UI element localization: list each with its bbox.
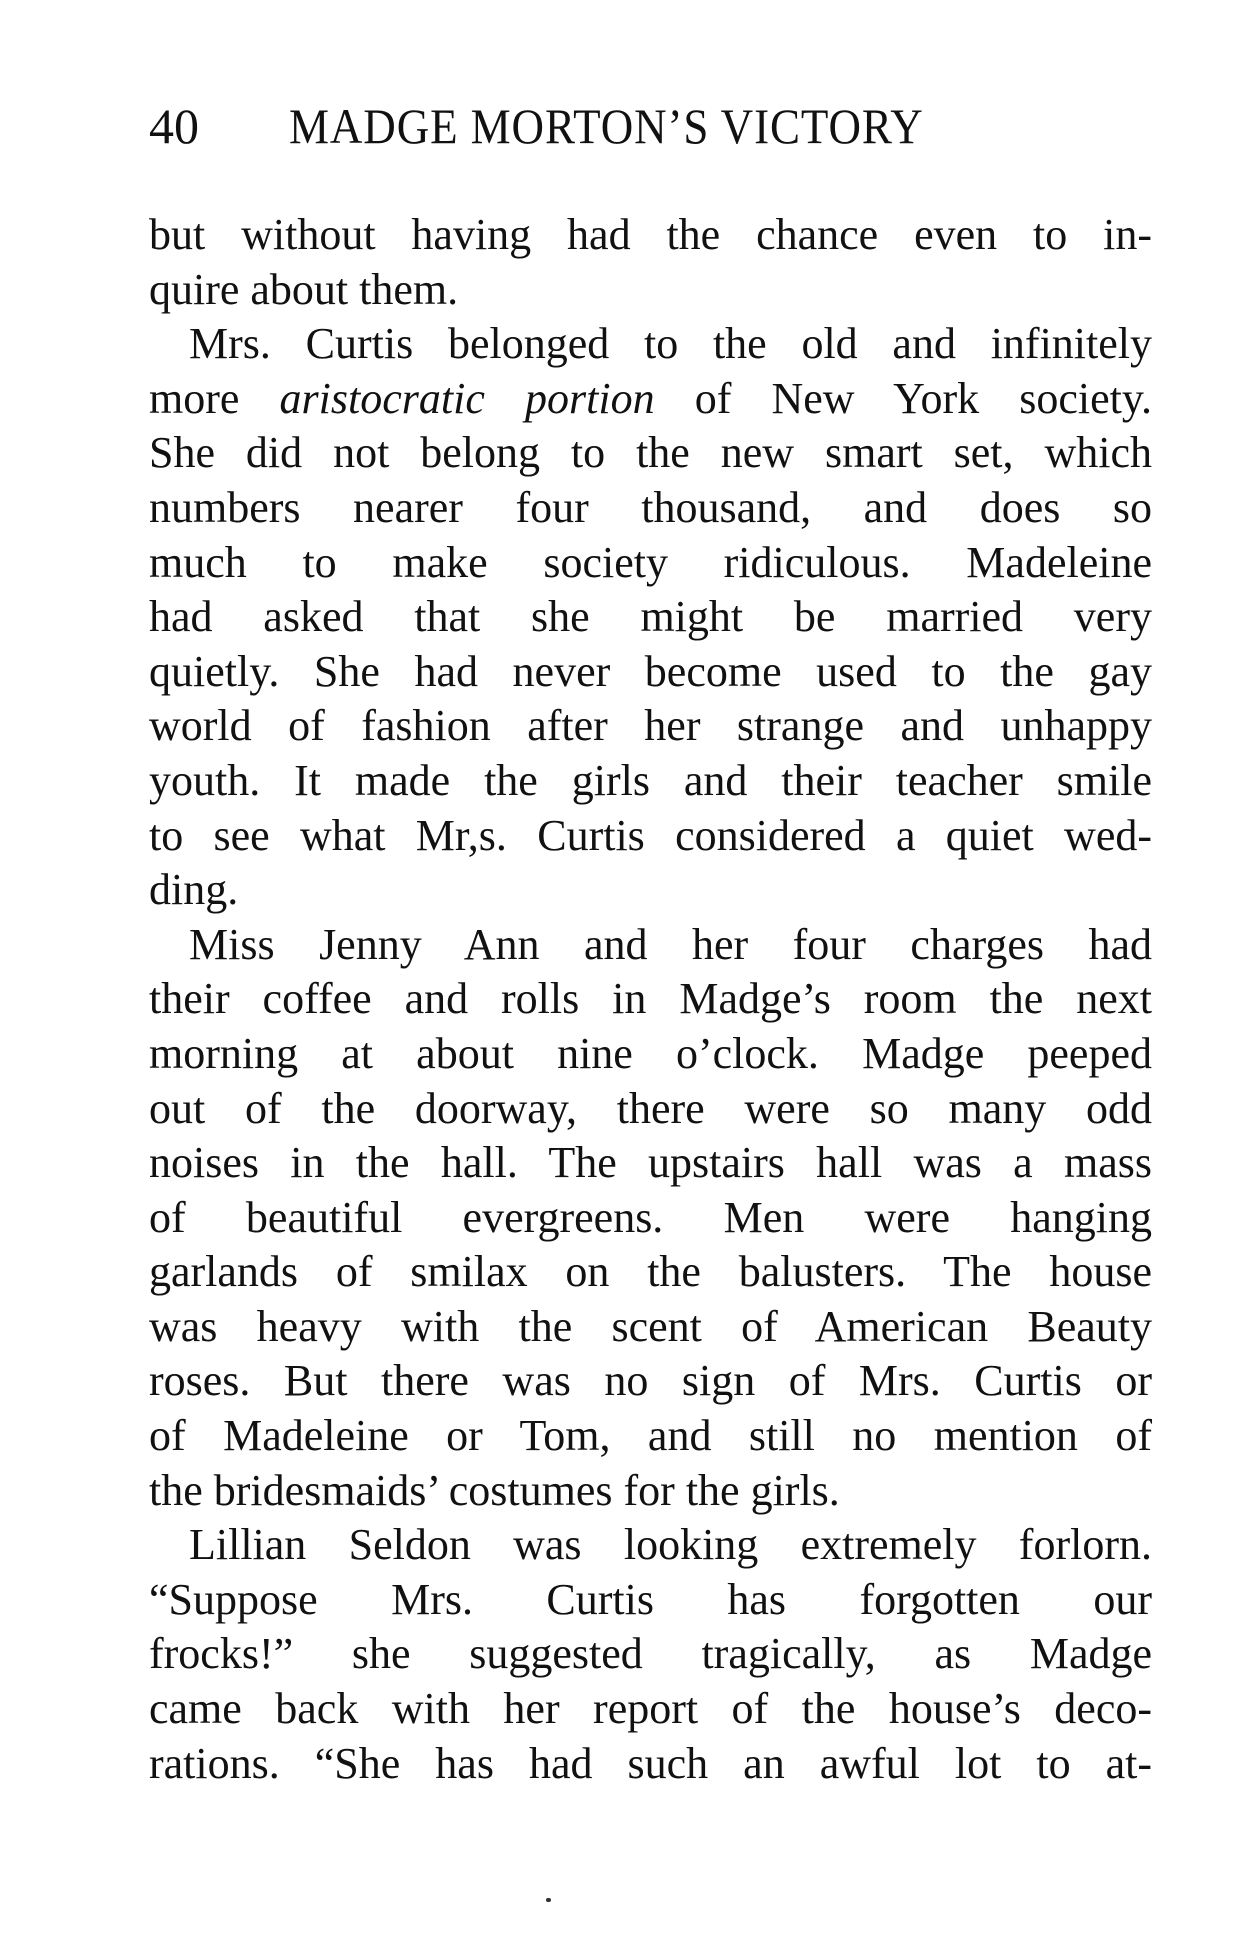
text-line bbox=[149, 372, 1152, 427]
text-line: morning at about nine o’clock. Madge peeped bbox=[149, 1028, 1152, 1078]
text-line: frocks!” she suggested tragically, as Madge bbox=[149, 1629, 1152, 1679]
text-line: Miss Jenny Ann and her four charges had bbox=[189, 919, 1152, 969]
running-header bbox=[149, 96, 1159, 156]
text-run: more bbox=[149, 373, 280, 423]
text-line: rations. “She has had such an awful lot to at- bbox=[149, 1738, 1152, 1788]
text-line: of beautiful evergreens. Men were hanging bbox=[149, 1192, 1152, 1242]
text-line: out of the doorway, there were so many odd bbox=[149, 1083, 1152, 1133]
text-line: much to make society ridiculous. Madeleine bbox=[149, 537, 1152, 587]
text-line: world of fashion after her strange and unhappy bbox=[149, 701, 1152, 751]
text-line: quietly. She had never become used to the gay bbox=[149, 646, 1152, 696]
text-line: noises in the hall. The upstairs hall was a mass bbox=[149, 1138, 1152, 1188]
text-line: to see what Mr,s. Curtis considered a quiet wed- bbox=[149, 810, 1152, 860]
text-line: quire about them. bbox=[149, 264, 459, 314]
text-line: “Suppose Mrs. Curtis has forgotten our bbox=[149, 1574, 1152, 1624]
text-line: but without having had the chance even to in- bbox=[149, 210, 1152, 259]
text-line: roses. But there was no sign of Mrs. Curtis or bbox=[149, 1356, 1152, 1406]
text-line: Lillian Seldon was looking extremely forlorn. bbox=[189, 1520, 1152, 1570]
text-line: the bridesmaids’ costumes for the girls. bbox=[149, 1465, 840, 1515]
text-line: numbers nearer four thousand, and does so bbox=[149, 482, 1152, 532]
page-number: 40 bbox=[149, 98, 199, 154]
italic-phrase: aristocratic portion bbox=[279, 373, 655, 423]
text-line: came back with her report of the house’s deco- bbox=[149, 1684, 1152, 1734]
text-line: She did not belong to the new smart set, which bbox=[149, 428, 1152, 478]
text-line: was heavy with the scent of American Beauty bbox=[149, 1301, 1152, 1351]
text-line: ding. bbox=[149, 865, 239, 915]
text-line: had asked that she might be married very bbox=[149, 592, 1152, 642]
text-line: their coffee and rolls in Madge’s room the next bbox=[149, 974, 1152, 1024]
ink-speck bbox=[546, 1898, 551, 1902]
text-run: of New York society. bbox=[654, 373, 1152, 423]
text-line: youth. It made the girls and their teacher smile bbox=[149, 755, 1152, 805]
text-line: Mrs. Curtis belonged to the old and infinitely bbox=[189, 319, 1152, 369]
running-title: MADGE MORTON’S VICTORY bbox=[289, 98, 924, 154]
text-line: garlands of smilax on the balusters. The house bbox=[149, 1247, 1152, 1297]
text-line: of Madeleine or Tom, and still no mention of bbox=[149, 1411, 1152, 1461]
page-body-text bbox=[149, 208, 1152, 1791]
